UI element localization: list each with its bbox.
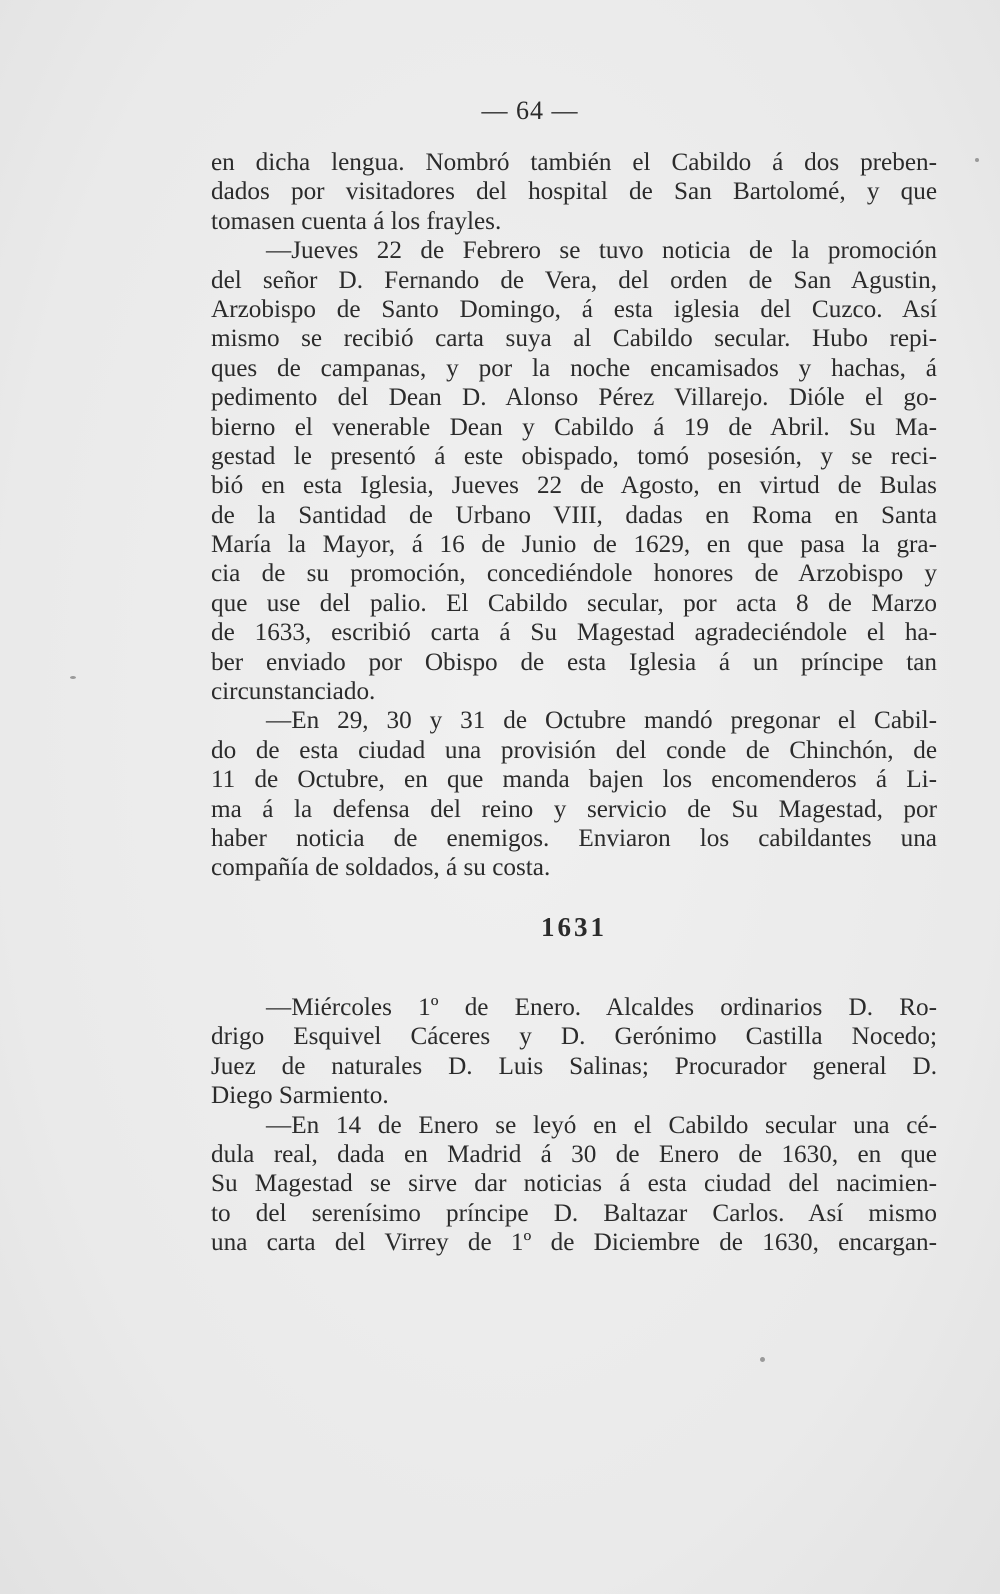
text-line: bió en esta Iglesia, Jueves 22 de Agosto, en virtud de Bulas: [211, 472, 937, 500]
text-line: —Jueves 22 de Febrero se tuvo noticia de la promoción: [266, 237, 937, 265]
text-line: dula real, dada en Madrid á 30 de Enero de 1630, en que: [211, 1140, 937, 1168]
year-heading: 1631: [541, 912, 607, 942]
paper-speck: [760, 1357, 765, 1362]
paper-speck: [70, 676, 76, 679]
paper-speck: [975, 158, 979, 162]
text-line: Diego Sarmiento.: [211, 1082, 389, 1110]
text-line: Arzobispo de Santo Domingo, á esta iglesia del Cuzco. Así: [211, 295, 937, 323]
text-line: pedimento del Dean D. Alonso Pérez Villarejo. Dióle el go-: [211, 384, 937, 412]
text-line: —Miércoles 1º de Enero. Alcaldes ordinarios D. Ro-: [266, 994, 937, 1021]
text-line: to del serenísimo príncipe D. Baltazar Carlos. Así mismo: [211, 1199, 937, 1227]
text-line: ber enviado por Obispo de esta Iglesia á un príncipe tan: [211, 648, 937, 676]
text-line: mismo se recibió carta suya al Cabildo secular. Hubo repi-: [211, 325, 937, 353]
text-line: ma á la defensa del reino y servicio de Su Magestad, por: [211, 795, 937, 823]
text-line: de 1633, escribió carta á Su Magestad agradeciéndole el ha-: [211, 619, 937, 647]
text-line: compañía de soldados, á su costa.: [211, 854, 551, 882]
text-line: en dicha lengua. Nombró también el Cabildo á dos preben-: [211, 149, 937, 176]
text-line: do de esta ciudad una provisión del conde de Chinchón, de: [211, 736, 937, 764]
text-line: circunstanciado.: [211, 678, 376, 706]
text-line: dados por visitadores del hospital de San Bartolomé, y que: [211, 178, 937, 206]
text-line: Juez de naturales D. Luis Salinas; Procurador general D.: [211, 1052, 937, 1080]
text-line: de la Santidad de Urbano VIII, dadas en Roma en Santa: [211, 501, 937, 529]
body-text-block: [211, 148, 937, 883]
text-line: Su Magestad se sirve dar noticias á esta ciudad del nacimien-: [211, 1170, 937, 1198]
text-line: que use del palio. El Cabildo secular, por acta 8 de Marzo: [211, 589, 937, 617]
text-line: —En 14 de Enero se leyó en el Cabildo secular una cé-: [266, 1111, 937, 1139]
text-line: tomasen cuenta á los frayles.: [211, 207, 502, 235]
text-line: haber noticia de enemigos. Enviaron los cabildantes una: [211, 824, 937, 852]
text-line: bierno el venerable Dean y Cabildo á 19 de Abril. Su Ma-: [211, 413, 937, 441]
text-line: ques de campanas, y por la noche encamisados y hachas, á: [211, 354, 937, 382]
text-line: —En 29, 30 y 31 de Octubre mandó pregonar el Cabil-: [266, 707, 937, 735]
text-line: 11 de Octubre, en que manda bajen los encomenderos á Li-: [211, 766, 937, 794]
page-number: — 64 —: [481, 96, 579, 125]
text-line: gestad le presentó á este obispado, tomó posesión, y se reci-: [211, 442, 937, 470]
body-text-block-2: [211, 993, 937, 1258]
text-line: cia de su promoción, concediéndole honores de Arzobispo y: [211, 560, 937, 588]
text-line: María la Mayor, á 16 de Junio de 1629, en que pasa la gra-: [211, 531, 937, 559]
text-line: drigo Esquivel Cáceres y D. Gerónimo Castilla Nocedo;: [211, 1023, 937, 1051]
text-line: una carta del Virrey de 1º de Diciembre de 1630, encargan-: [211, 1229, 937, 1257]
text-line: del señor D. Fernando de Vera, del orden de San Agustin,: [211, 266, 937, 294]
